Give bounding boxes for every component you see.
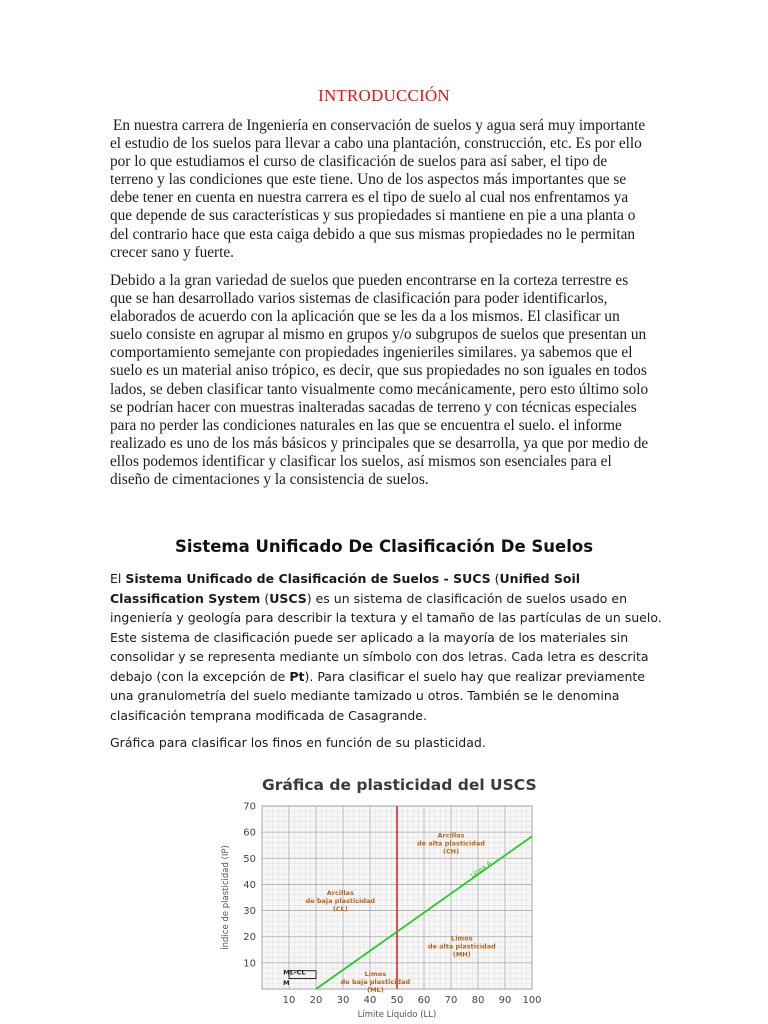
paragraph-text: ). Para clasificar el suelo hay que realizar previamente una granulometría del suelo mediante tamizado u otros. También se le denomina clasificación temprana modificada de Casagrande. (110, 668, 645, 723)
text-line: terreno y las condiciones que este tiene. Uno de los aspectos más importantes que se (110, 171, 627, 189)
region-label: (CH) (442, 847, 460, 856)
plasticity-chart (212, 766, 552, 1022)
y-tick-label: 50 (243, 853, 256, 865)
intro-title: INTRODUCCIÓN (318, 86, 450, 105)
region-label: (CL) (332, 904, 348, 913)
text-line: se podrían hacer con muestras inalteradas sacadas de terreno y con técnicas especiales (110, 398, 637, 416)
region-label: de baja plasticidad (305, 896, 376, 905)
y-tick-label: 20 (243, 932, 256, 944)
text-line: lados, se deben clasificar tanto visualmente como mecánicamente, pero esto último solo (110, 380, 649, 398)
intro-paragraph-1 (110, 117, 660, 262)
x-tick-label: 90 (498, 995, 512, 1006)
text-line: ellos podemos identificar y clasificar los suelos, así mismos son esenciales para el (110, 452, 612, 470)
text-line: suelo consiste en agrupar al mismo en grupos y/o subgrupos de suelos que presentan un (110, 326, 647, 344)
x-tick-label: 30 (336, 995, 350, 1006)
intro-paragraph-2 (110, 272, 660, 489)
x-tick-label: 100 (522, 995, 542, 1006)
paragraph-text: ( (260, 590, 270, 606)
x-tick-label: 20 (309, 995, 323, 1006)
text-line: realizado es uno de los más básicos y principales que se desarrolla, ya que por medio de (110, 434, 649, 452)
y-tick-label: 70 (243, 801, 256, 813)
x-tick-label: 40 (363, 995, 377, 1006)
region-label: Limos (364, 969, 387, 978)
x-tick-label: 70 (444, 995, 458, 1006)
region-label: de alta plasticidad (417, 839, 485, 848)
text-line: suelo es un material aniso trópico, es decir, que sus propiedades no son iguales en todos (110, 362, 647, 380)
bold-term: Unified Soil Classification System (110, 571, 581, 606)
text-line: que depende de sus características y sus propiedades si mantiene en pie a una planta o (110, 207, 636, 225)
x-tick-label: 10 (282, 995, 296, 1006)
region-label: (MH) (452, 950, 471, 959)
region-label: ML-CL (283, 968, 306, 977)
y-tick-label: 60 (243, 827, 256, 839)
y-tick-label: 10 (243, 958, 256, 970)
region-label: Arcillas (437, 831, 465, 840)
text-line: Debido a la gran variedad de suelos que pueden encontrarse en la corteza terrestre es (110, 272, 629, 289)
text-line: En nuestra carrera de Ingeniería en conservación de suelos y agua será muy importante (113, 117, 646, 134)
sucs-paragraph (110, 569, 670, 725)
paragraph-text: ) es un sistema de clasificación de suelos usado en ingeniería y geología para describir la textura y el tamaño de las partículas de un suelo. Este sistema de clasificación puede ser aplicado a la mayoría de los materiales sin consolidar y se representa mediante un símbolo con dos letras. Cada letra es descrita debajo (con la excepción de (110, 590, 662, 684)
text-line: para no perder las condiciones naturales en las que se encuentra el suelo. el informe (110, 416, 622, 434)
text-line: debe tener en cuenta en nuestra carrera es el tipo de suelo al cual nos enfrentamos ya (110, 189, 629, 207)
paragraph-text: ( (490, 571, 500, 586)
x-tick-label: 50 (390, 995, 404, 1006)
region-label: (ML) (367, 985, 384, 994)
text-line: del contrario hace que esta caiga debido a que sus mismas propiedades no le permitan (110, 225, 636, 243)
text-line: el estudio de los suelos para llevar a cabo una plantación, construcción, etc. Es por ello (110, 135, 642, 153)
region-label: de alta plasticidad (427, 942, 496, 951)
text-line: comportamiento semejante con propiedades ingenieriles similares. ya sabemos que el (110, 344, 633, 362)
x-tick-label: 60 (417, 995, 431, 1006)
chart-title: Gráfica de plasticidad del USCS (262, 776, 537, 794)
text-line: por lo que estudiamos el curso de clasificación de suelos para así saber, el tipo de (110, 153, 608, 171)
bold-term: Pt (289, 668, 305, 684)
x-axis-label: Límite Líquido (LL) (357, 1010, 437, 1020)
paragraph-text: El (110, 571, 126, 586)
y-axis-label: Índice de plasticidad (IP) (221, 845, 231, 950)
region-label: de baja plasticidad (340, 977, 411, 986)
bold-term: Sistema Unificado de Clasificación de Suelos - SUCS (125, 571, 491, 586)
line-a-label: Línea A (468, 859, 493, 880)
text-line: que se han desarrollado varios sistemas de clasificación para poder identificarlos, (110, 290, 608, 308)
x-tick-label: 80 (471, 995, 485, 1006)
y-tick-label: 30 (243, 906, 256, 918)
section-title: Sistema Unificado De Clasificación De Suelos (174, 537, 594, 556)
region-label: M (283, 979, 290, 988)
text-line: elaborados de acuerdo con la aplicación que se les da a los mismos. El clasificar un (110, 308, 620, 326)
text-line: diseño de cimentaciones y la consistencia de suelos. (110, 471, 429, 489)
chart-intro-text: Gráfica para clasificar los finos en función de su plasticidad. (110, 735, 486, 750)
y-tick-label: 40 (243, 879, 256, 891)
region-label: Arcillas (326, 888, 354, 897)
region-label: Limos (451, 934, 473, 943)
bold-term: USCS (269, 590, 307, 606)
plasticity-chart-svg (212, 766, 552, 1022)
text-line: crecer sano y fuerte. (110, 243, 234, 261)
